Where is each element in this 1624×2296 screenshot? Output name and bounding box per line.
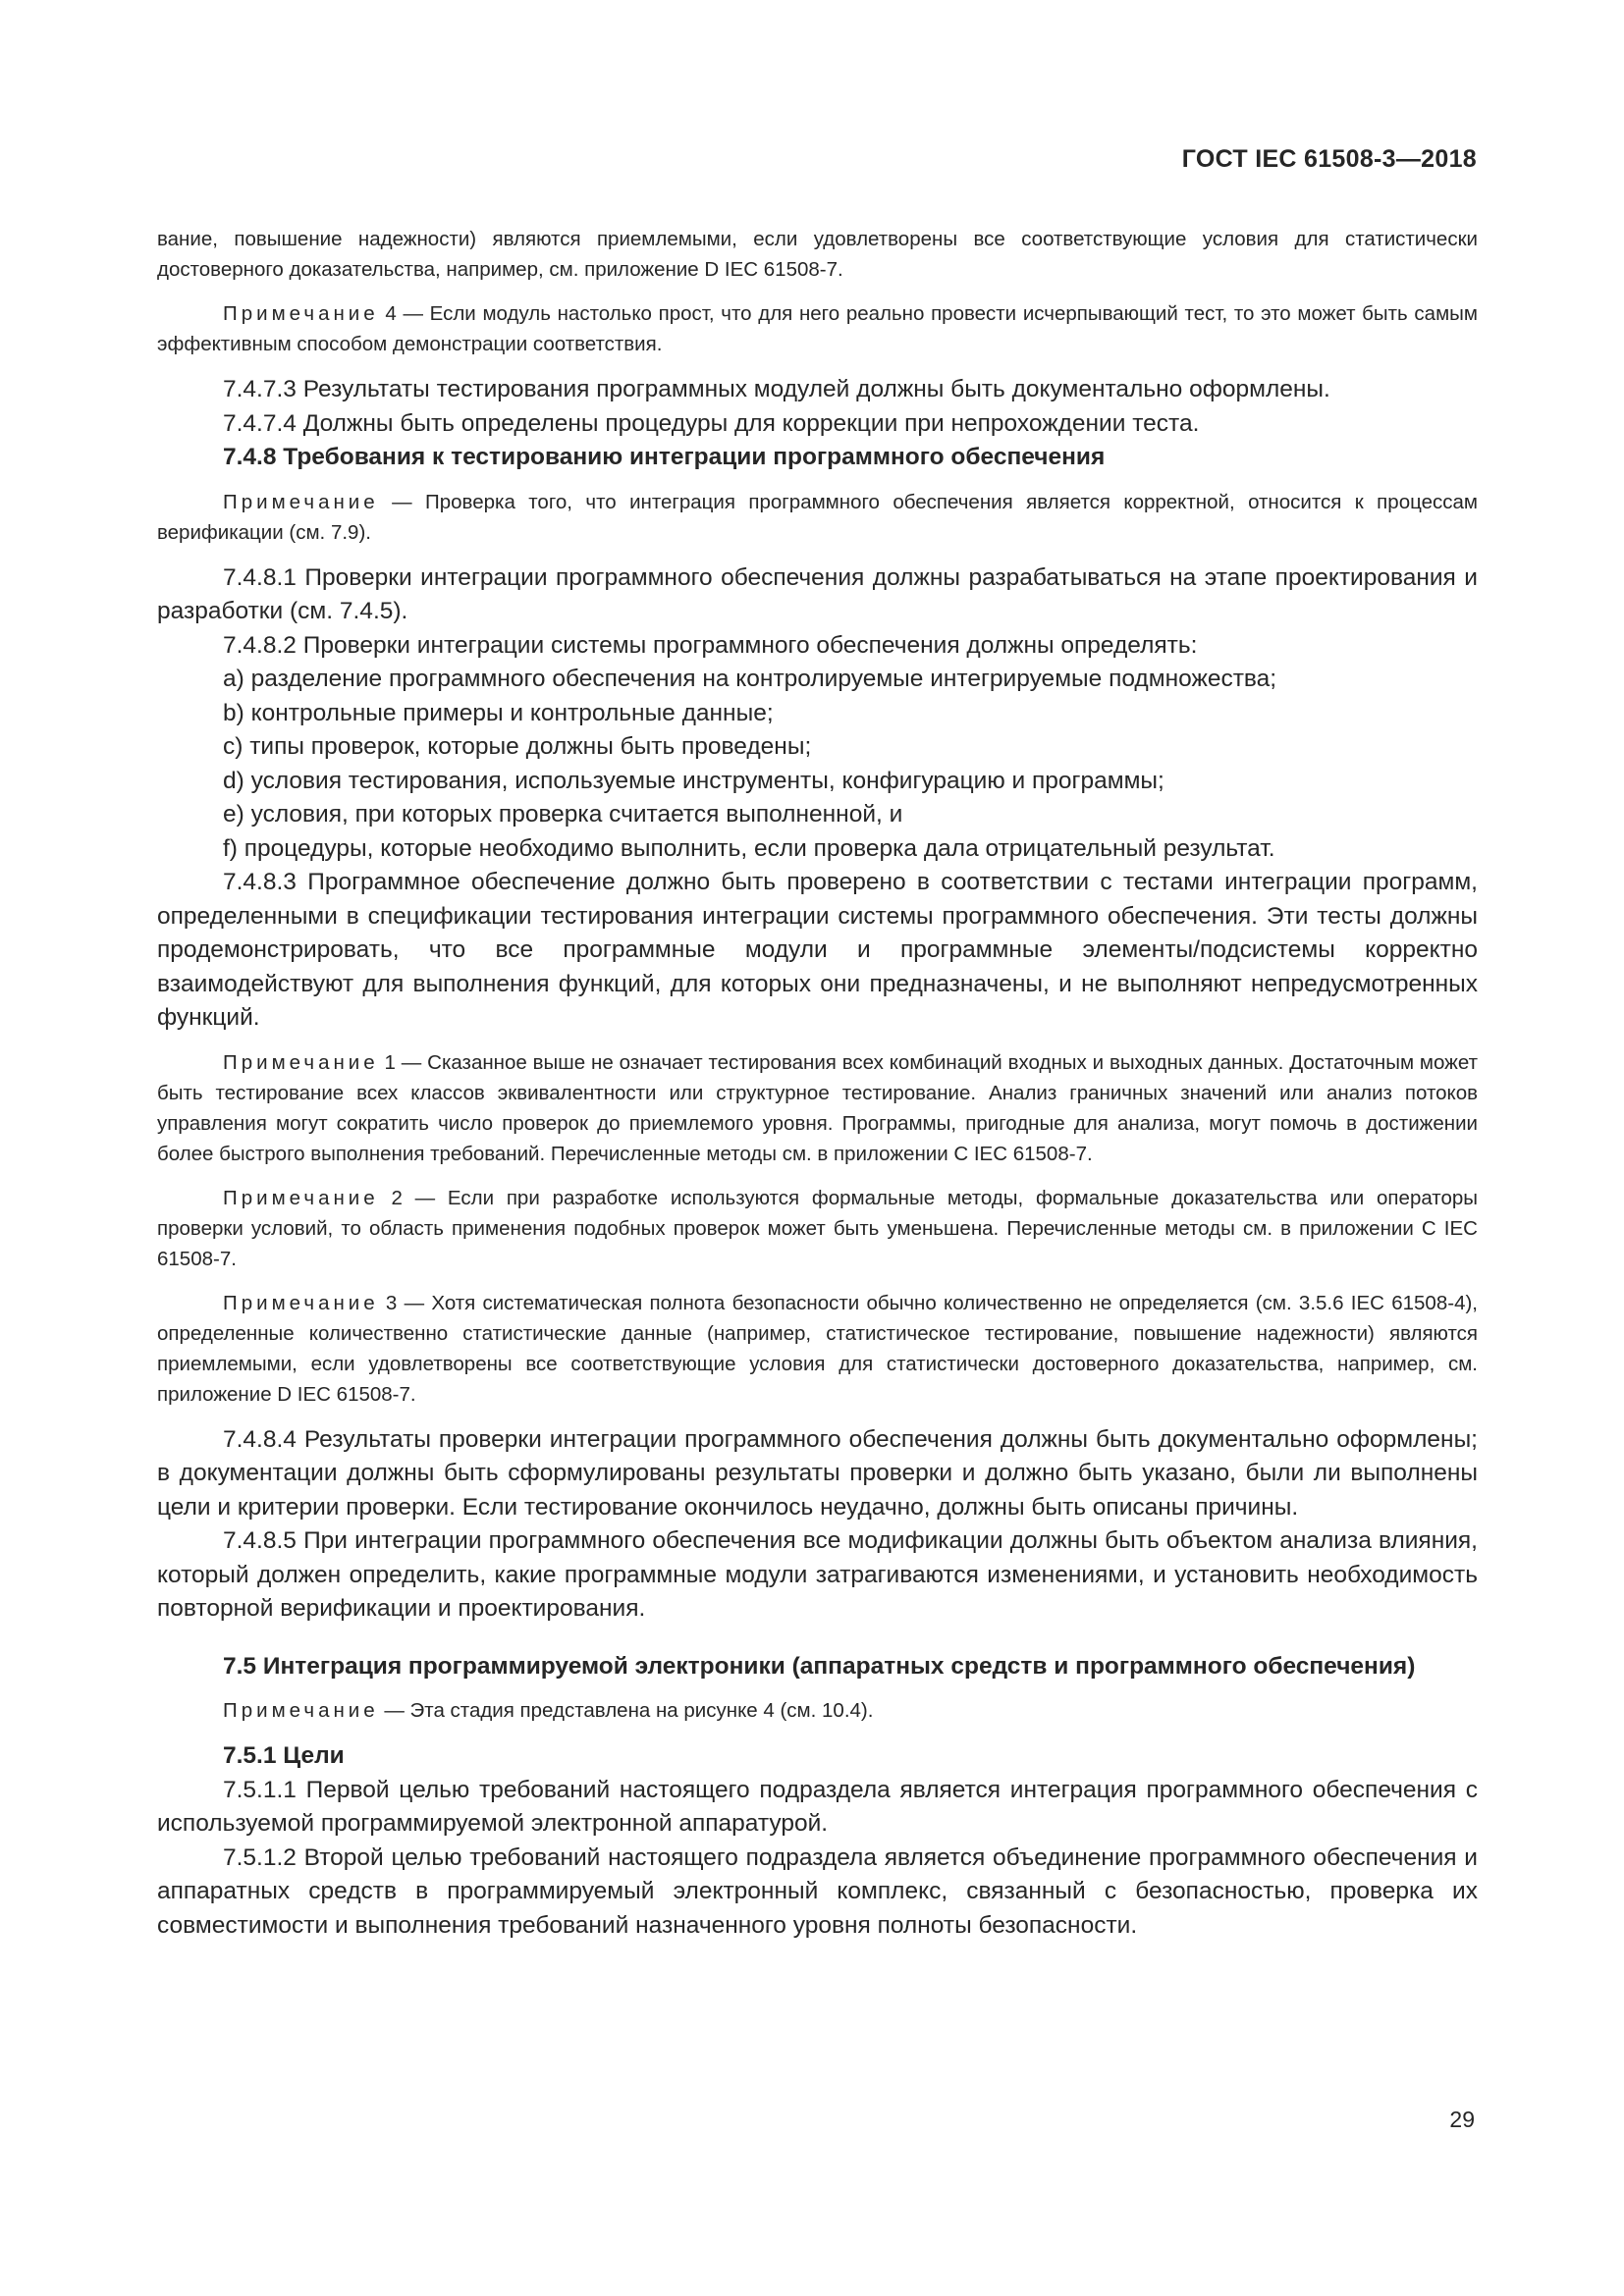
heading-7-4-8: 7.4.8 Требования к тестированию интеграции программного обеспечения	[223, 444, 1106, 470]
list-item-e: e) условия, при которых проверка считается выполненной, и	[223, 801, 903, 828]
document-code-header: ГОСТ IEC 61508-3—2018	[1181, 145, 1477, 173]
paragraph-7-4-8-4: 7.4.8.4 Результаты проверки интеграции программного обеспечения должны быть документально оформлены; в документации должны быть сформулированы результаты проверки и должно быть указано, были ли выполнены цели и критерии проверки. Если тестирование окончилось неудачно, должны быть описаны причины.	[157, 1425, 1478, 1521]
note-keyword: Примечание	[223, 1291, 379, 1314]
note-keyword: Примечание	[223, 302, 379, 325]
note-keyword: Примечание	[223, 1186, 379, 1209]
note-7-4-8	[157, 487, 1478, 548]
page-content	[157, 224, 1478, 1943]
list-item-c: c) типы проверок, которые должны быть проведены;	[223, 733, 812, 760]
note-keyword: Примечание	[223, 1699, 379, 1722]
note-7-4-8-text: — Проверка того, что интеграция программного обеспечения является корректной, относится к процессам верификации (см. 7.9).	[157, 490, 1478, 544]
note-4	[157, 298, 1478, 359]
paragraph-7-5-1-1: 7.5.1.1 Первой целью требований настоящего подраздела является интеграция программного обеспечения с используемой программируемой электронной аппаратурой.	[157, 1776, 1478, 1837]
note-keyword: Примечание	[223, 490, 379, 513]
paragraph-7-4-8-1: 7.4.8.1 Проверки интеграции программного обеспечения должны разрабатываться на этапе проектирования и разработки (см. 7.4.5).	[157, 563, 1478, 624]
list-item-b: b) контрольные примеры и контрольные данные;	[223, 699, 774, 726]
note-2-text: 2 — Если при разработке используются формальные методы, формальные доказательства или операторы проверки условий, то область применения подобных проверок может быть уменьшена. Перечисленные методы см. в приложении С IEC 61508-7.	[157, 1186, 1478, 1270]
note-1	[157, 1047, 1478, 1169]
note-1-text: 1 — Сказанное выше не означает тестирования всех комбинаций входных и выходных данных. Достаточным может быть тестирование всех классов эквивалентности или структурное тестирование. Анализ граничных значений или анализ потоков управления могут сократить число проверок до приемлемого уровня. Программы, пригодные для анализа, могут помочь в достижении более быстрого выполнения требований. Перечисленные методы см. в приложении С IEC 61508-7.	[157, 1050, 1478, 1165]
list-item-f: f) процедуры, которые необходимо выполнить, если проверка дала отрицательный результат.	[223, 834, 1275, 862]
note-3	[157, 1288, 1478, 1410]
list-item-d: d) условия тестирования, используемые инструменты, конфигурацию и программы;	[223, 767, 1164, 794]
note-7-5	[157, 1695, 1478, 1726]
note-2	[157, 1183, 1478, 1274]
list-item-a: a) разделение программного обеспечения на контролируемые интегрируемые подмножества;	[223, 666, 1277, 692]
note-3-text: 3 — Хотя систематическая полнота безопасности обычно количественно не определяется (см. 3.5.6 IEC 61508-4), определенные количественно статистические данные (например, статистическое тестирование, повышение надежности) являются приемлемыми, если удовлетворены все соответствующие условия для статистически достоверного доказательства, например, см. приложение D IEC 61508-7.	[157, 1291, 1478, 1406]
note-keyword: Примечание	[223, 1050, 379, 1074]
paragraph-7-4-8-2: 7.4.8.2 Проверки интеграции системы программного обеспечения должны определять:	[223, 631, 1198, 659]
note-4-text: 4 — Если модуль настолько прост, что для него реально провести исчерпывающий тест, то это может быть самым эффективным способом демонстрации соответствия.	[157, 302, 1478, 355]
paragraph-7-4-8-3: 7.4.8.3 Программное обеспечение должно быть проверено в соответствии с тестами интеграции программ, определенными в спецификации тестирования интеграции системы программного обеспечения. Эти тесты должны продемонстрировать, что все программные модули и программные элементы/подсистемы корректно взаимодействуют для выполнения функций, для которых они предназначены, и не выполняют непредусмотренных функций.	[157, 869, 1478, 1031]
page-number: 29	[1449, 2107, 1475, 2132]
heading-7-5: 7.5 Интеграция программируемой электроники (аппаратных средств и программного обеспечения)	[223, 1652, 1416, 1680]
paragraph-7-4-7-4: 7.4.7.4 Должны быть определены процедуры для коррекции при непрохождении теста.	[223, 409, 1200, 437]
heading-7-5-1: 7.5.1 Цели	[223, 1742, 345, 1769]
paragraph-7-4-8-5: 7.4.8.5 При интеграции программного обеспечения все модификации должны быть объектом анализа влияния, который должен определить, какие программные модули затрагиваются изменениями, и установить необходимость повторной верификации и проектирования.	[157, 1527, 1478, 1622]
continued-note-text: вание, повышение надежности) являются приемлемыми, если удовлетворены все соответствующие условия для статистически достоверного доказательства, например, см. приложение D IEC 61508-7.	[157, 228, 1478, 281]
paragraph-7-5-1-2: 7.5.1.2 Второй целью требований настоящего подраздела является объединение программного обеспечения и аппаратных средств в программируемый электронный комплекс, связанный с безопасностью, проверка их совместимости и выполнения требований назначенного уровня полноты безопасности.	[157, 1843, 1478, 1939]
note-7-5-text: — Эта стадия представлена на рисунке 4 (см. 10.4).	[378, 1699, 874, 1722]
paragraph-7-4-7-3: 7.4.7.3 Результаты тестирования программных модулей должны быть документально оформлены.	[223, 376, 1330, 402]
